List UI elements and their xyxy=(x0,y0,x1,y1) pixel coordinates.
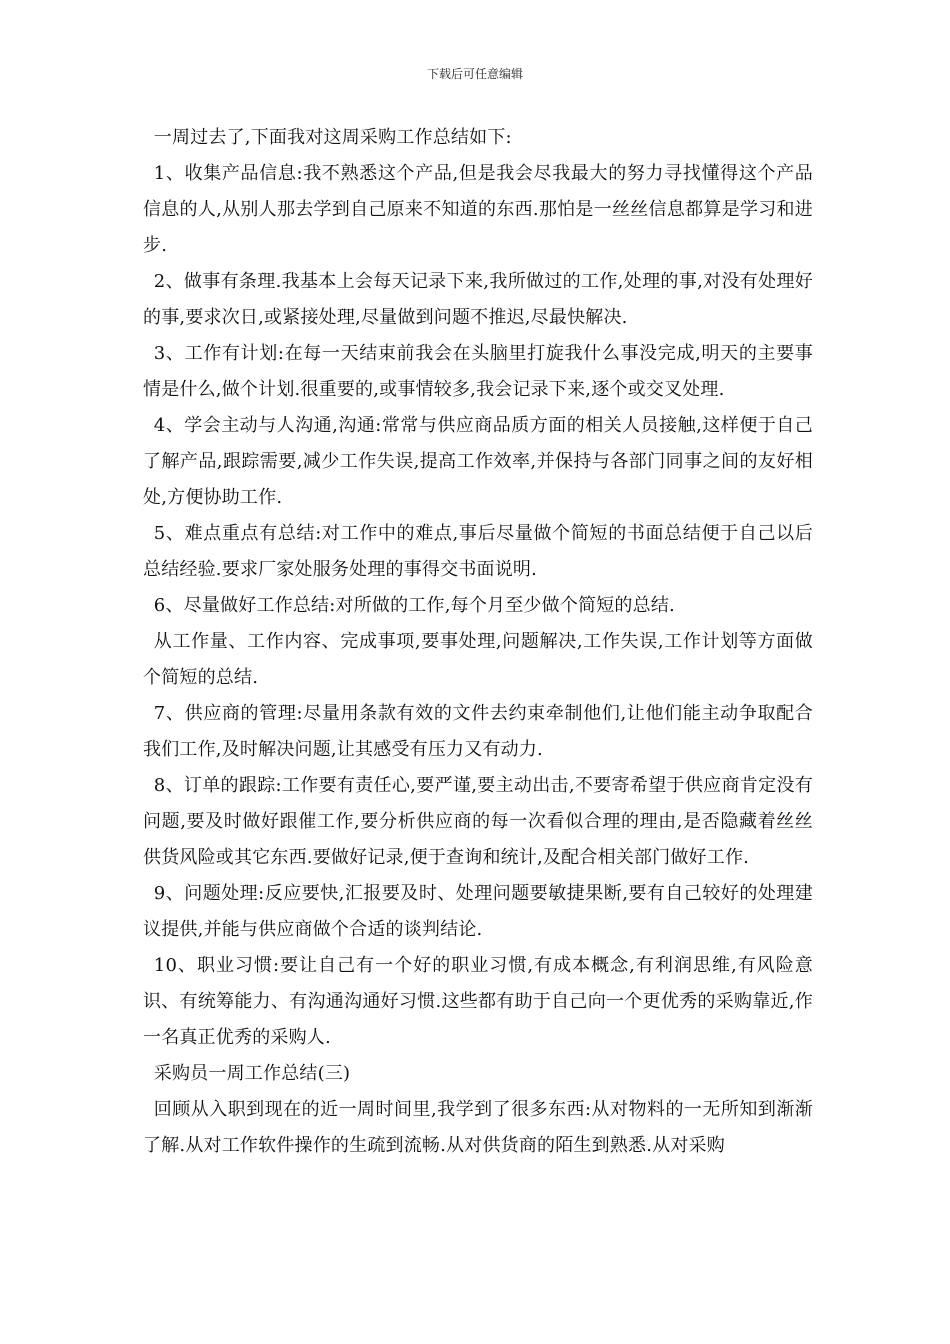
paragraph-item-8: 8、订单的跟踪:工作要有责任心,要严谨,要主动出击,不要寄希望于供应商肯定没有问题,要及时做好跟催工作,要分析供应商的每一次看似合理的理由,是否隐藏着丝丝供货风险或其它东西.要做好记录,便于查询和统计,及配合相关部门做好工作. xyxy=(143,775,813,868)
paragraph-item-5: 5、难点重点有总结:对工作中的难点,事后尽量做个简短的书面总结便于自己以后总结经验.要求厂家处服务处理的事得交书面说明. xyxy=(143,523,813,580)
paragraph-item-1: 1、收集产品信息:我不熟悉这个产品,但是我会尽我最大的努力寻找懂得这个产品信息的人,从别人那去学到自己原来不知道的东西.那怕是一丝丝信息都算是学习和进步. xyxy=(143,163,813,256)
paragraph-item-10: 10、职业习惯:要让自己有一个好的职业习惯,有成本概念,有利润思维,有风险意识、有统筹能力、有沟通沟通好习惯.这些都有助于自己向一个更优秀的采购靠近,作一名真正优秀的采购人. xyxy=(143,955,813,1048)
paragraph-item-4: 4、学会主动与人沟通,沟通:常常与供应商品质方面的相关人员接触,这样便于自己了解产品,跟踪需要,减少工作失误,提高工作效率,并保持与各部门同事之间的友好相处,方便协助工作. xyxy=(143,415,813,508)
paragraph-item-3: 3、工作有计划:在每一天结束前我会在头脑里打旋我什么事没完成,明天的主要事情是什么,做个计划.很重要的,或事情较多,我会记录下来,逐个或交叉处理. xyxy=(143,343,813,400)
paragraph-item-7: 7、供应商的管理:尽量用条款有效的文件去约束牵制他们,让他们能主动争取配合我们工作,及时解决问题,让其感受有压力又有动力. xyxy=(143,703,813,760)
document-body xyxy=(143,120,813,1164)
paragraph-intro: 一周过去了,下面我对这周采购工作总结如下: xyxy=(153,127,512,148)
paragraph-item-9: 9、问题处理:反应要快,汇报要及时、处理问题要敏捷果断,要有自己较好的处理建议提供,并能与供应商做个合适的谈判结论. xyxy=(143,883,813,940)
page-header-note: 下载后可任意编辑 xyxy=(426,67,523,81)
paragraph-item-6-detail: 从工作量、工作内容、完成事项,要事处理,问题解决,工作失误,工作计划等方面做个简短的总结. xyxy=(143,631,813,688)
paragraph-review: 回顾从入职到现在的近一周时间里,我学到了很多东西:从对物料的一无所知到渐渐了解.从对工作软件操作的生疏到流畅.从对供货商的陌生到熟悉.从对采购 xyxy=(143,1099,813,1156)
paragraph-item-2: 2、做事有条理.我基本上会每天记录下来,我所做过的工作,处理的事,对没有处理好的事,要求次日,或紧接处理,尽量做到问题不推迟,尽最快解决. xyxy=(143,271,813,328)
section-heading: 采购员一周工作总结(三) xyxy=(153,1063,351,1084)
paragraph-item-6: 6、尽量做好工作总结:对所做的工作,每个月至少做个简短的总结. xyxy=(153,595,675,616)
